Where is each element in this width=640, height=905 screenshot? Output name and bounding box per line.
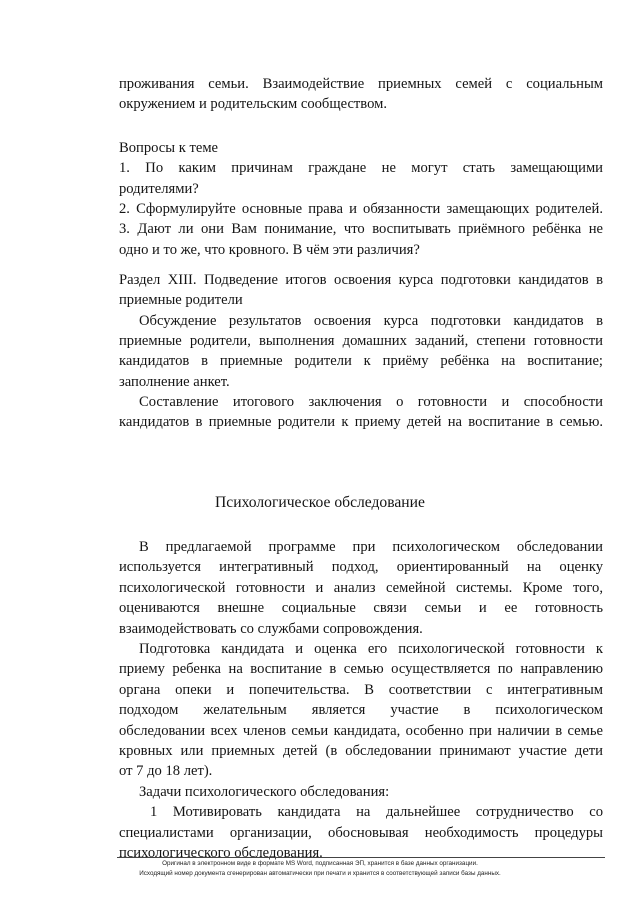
text-line: используется интегративный подход, ориентированный на оценку [119, 559, 603, 576]
text-line: Раздел XIII. Подведение итогов освоения курса подготовки кандидатов в [119, 272, 603, 288]
text-line: В предлагаемой программе при психологическом обследовании [139, 539, 603, 555]
footer-divider [117, 857, 605, 858]
text-line: Задачи психологического обследования: [139, 783, 390, 800]
footer-line-2: Исходящий номер документа сгенерирован автоматически при печати и хранится в соответствующей записи базы данных. [139, 870, 501, 877]
text-line: обследовании всех членов семьи кандидата, особенно при наличии в семье [119, 722, 603, 739]
text-line: оцениваются внешне социальные связи семьи и ее готовность [119, 600, 603, 617]
text-line: приемные родители, выполнения домашних заданий, степени готовности [119, 332, 603, 349]
text-line: Подготовка кандидата и оценка его психологической готовности к [139, 641, 603, 657]
footer-line-1: Оригинал в электронном виде в формате MS Word, подписанная ЭП, хранится в базе данных организации. [162, 860, 478, 867]
text-line: взаимодействовать со службами сопровождения. [119, 620, 423, 637]
text-line: Составление итогового заключения о готовности и способности [139, 393, 603, 410]
text-line: подходом желательным является участие в психологическом [119, 702, 603, 719]
text-line: родителями? [119, 180, 199, 197]
text-line: от 7 до 18 лет). [119, 763, 213, 780]
section-heading: Психологическое обследование [215, 494, 425, 511]
text-line: 1 Мотивировать кандидата на дальнейшее сотрудничество со [150, 804, 603, 821]
text-line: приему ребенка на воспитание в семью осуществляется по направлению [119, 661, 603, 678]
text-line: проживания семьи. Взаимодействие приемных семей с социальным [119, 76, 603, 92]
text-line: одно и то же, что кровного. В чём эти различия? [119, 241, 420, 258]
text-line: окружением и родительским сообществом. [119, 96, 387, 113]
text-line: 1. По каким причинам граждане не могут стать замещающими [119, 160, 603, 177]
text-line: Обсуждение результатов освоения курса подготовки кандидатов в [139, 312, 603, 329]
text-line: приемные родители [119, 292, 243, 309]
text-line: кандидатов в приемные родители к приему детей на воспитание в семью. [119, 414, 603, 431]
text-line: заполнение анкет. [119, 373, 230, 390]
text-line: 3. Дают ли они Вам понимание, что воспитывать приёмного ребёнка не [119, 221, 603, 238]
text-line: Вопросы к теме [119, 140, 219, 156]
text-line: психологического обследования. [119, 845, 323, 861]
text-line: 2. Сформулируйте основные права и обязанности замещающих родителей. [119, 200, 603, 217]
text-line: психологической готовности и анализ семейной системы. Кроме того, [119, 579, 603, 596]
text-line: специалистами организации, обосновывая необходимость процедуры [119, 824, 603, 841]
text-line: кандидатов в приемные родители к приёму ребёнка на воспитание; [119, 353, 603, 370]
text-line: кровных или приемных детей (в обследовании принимают участие дети [119, 743, 603, 759]
text-line: органа опеки и попечительства. В соответствии с интегративным [119, 681, 603, 698]
